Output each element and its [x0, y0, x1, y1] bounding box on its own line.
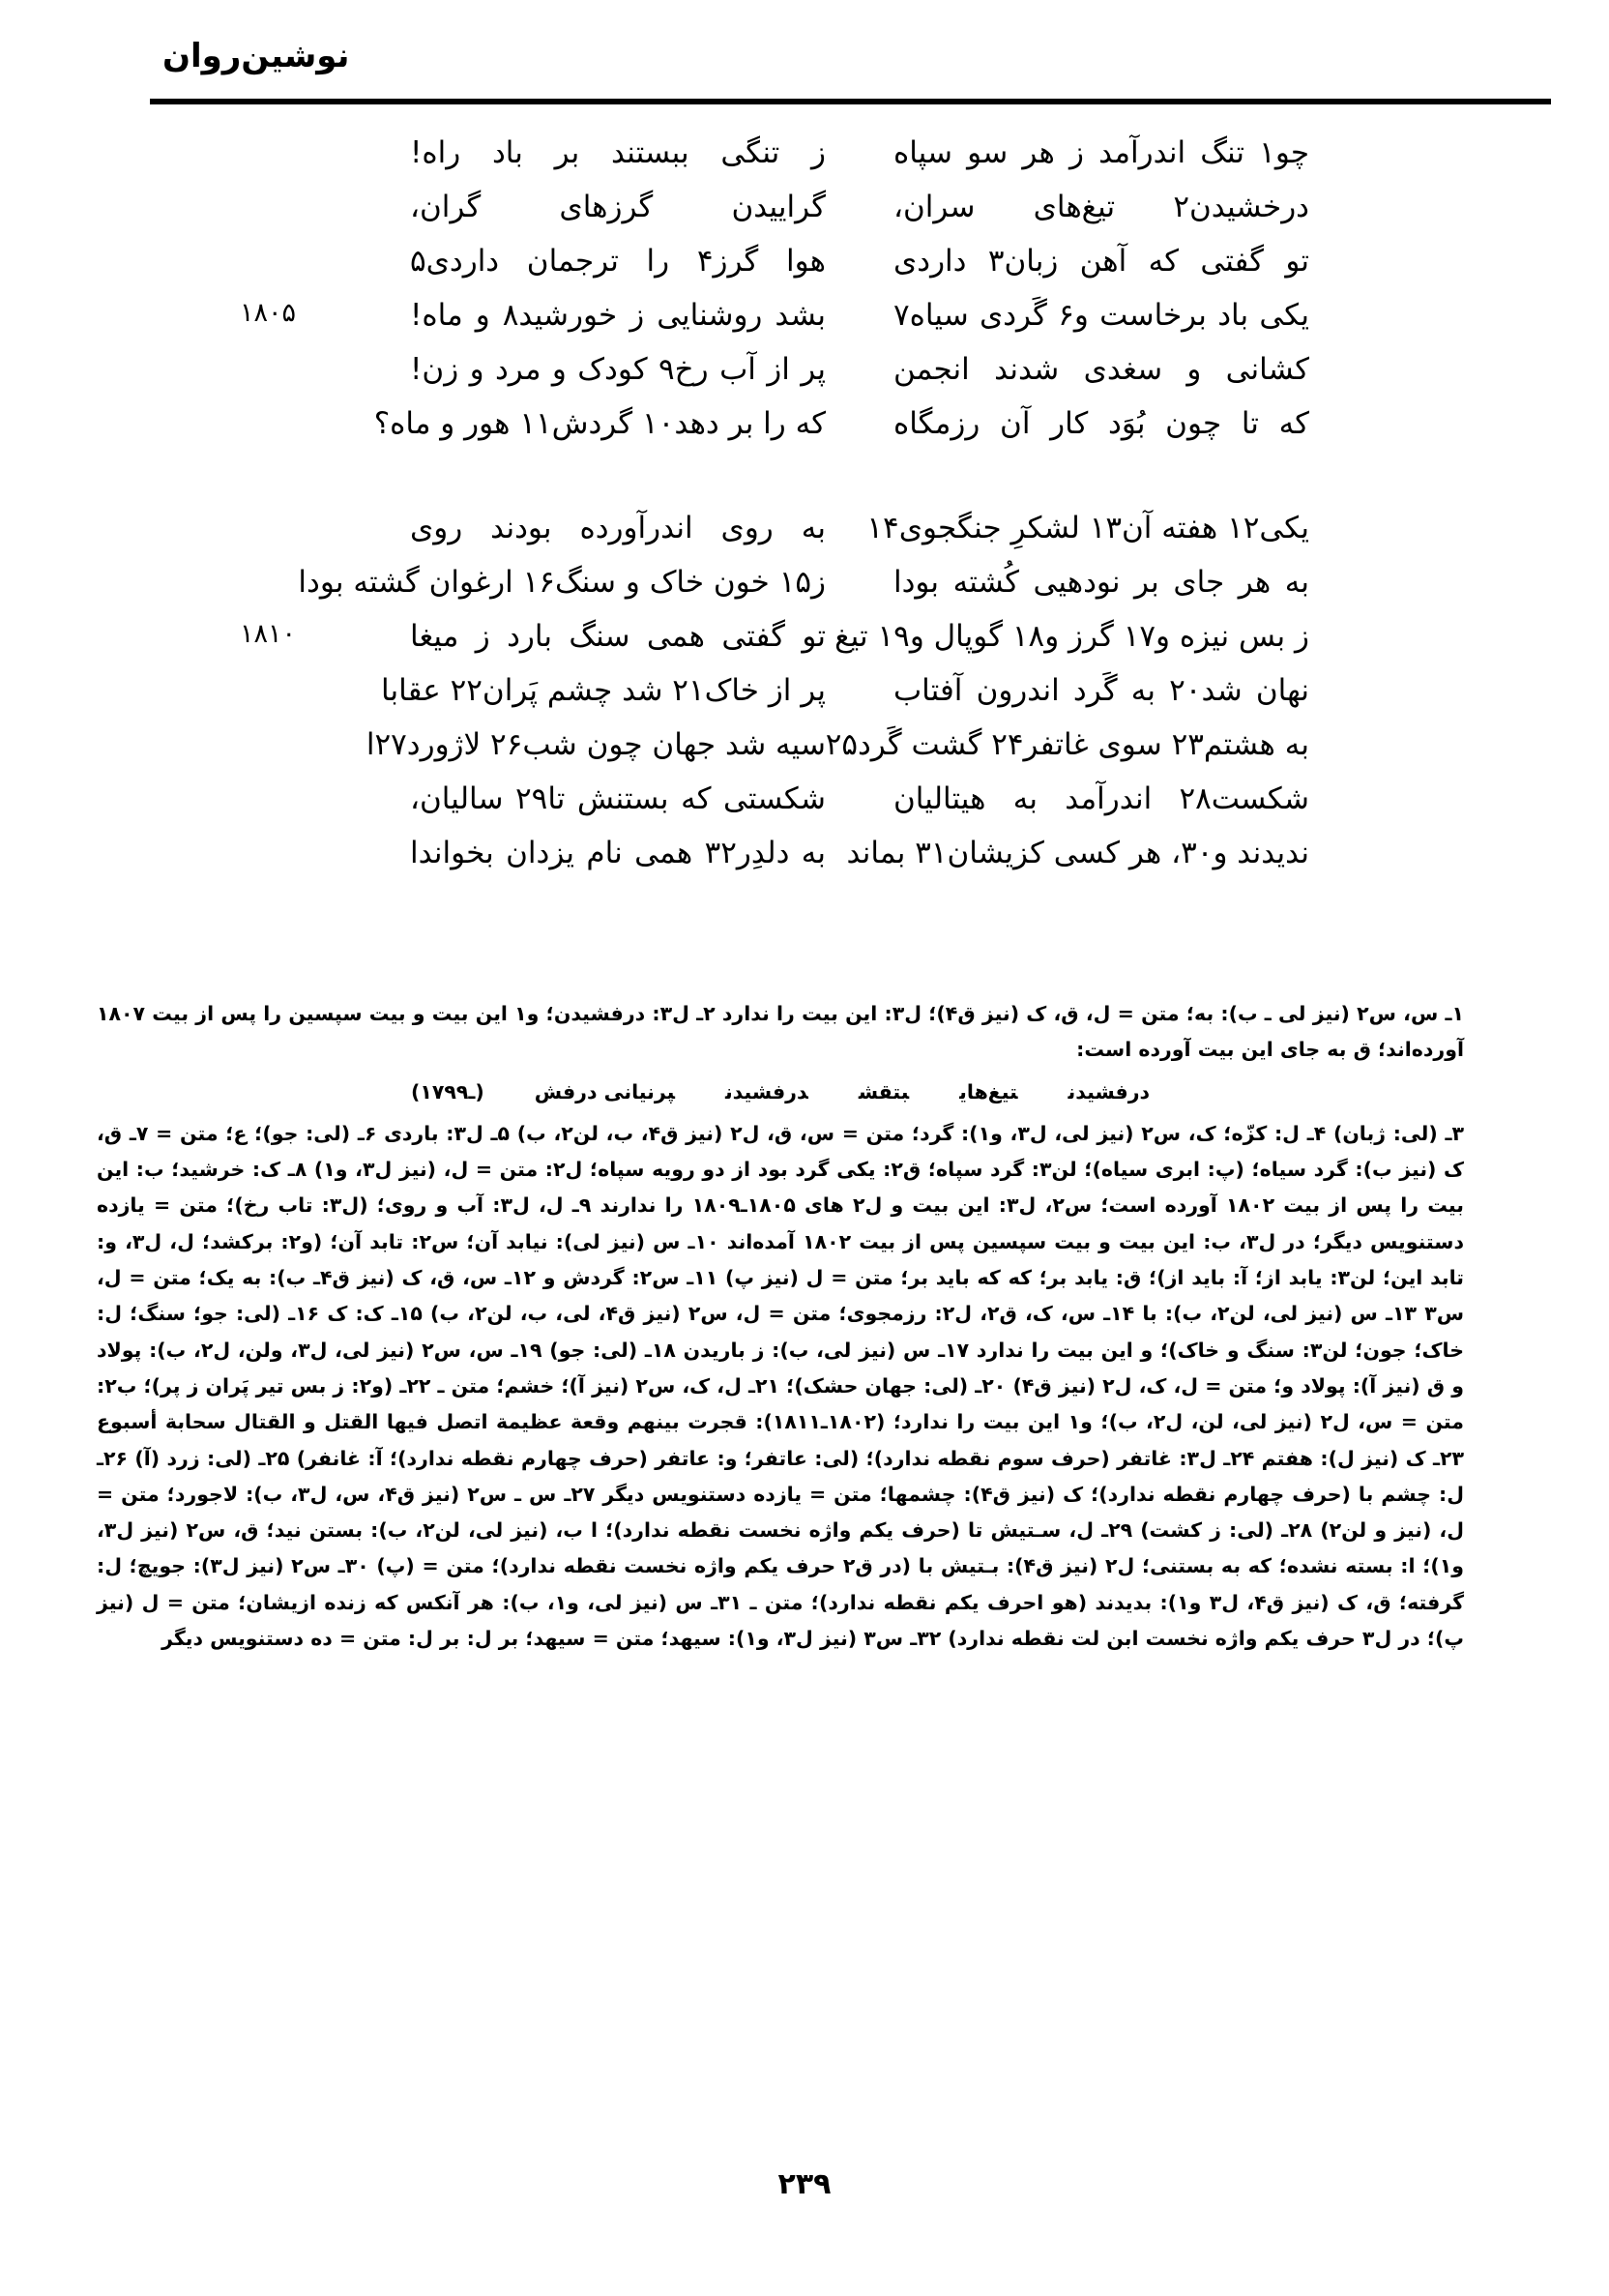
apparatus-paragraph-1: ۱ـ س، س۲ (نیز لی ـ ب): به؛ متن = ل، ق، ک (نیز ق۴)؛ ل۳: این بیت را ندارد ۲ـ ل۳: درفشیدن؛ و۱ این بیت و بیت سپسین را پس از بیت ۱۸۰۷ آورده‌اند؛ ق به جای این بیت آورده است:	[97, 1002, 1464, 1062]
running-head-title: نوشین‌روان	[162, 37, 350, 75]
header-rule	[150, 101, 1551, 104]
hemistich-a: ز بس نیزه و۱۷ گرز و۱۸ گوپال و۱۹ تیغ	[834, 619, 1309, 654]
hemistich-b: ز۱۵ خون خاک و سنگ۱۶ ارغوان گشته بودا	[298, 565, 826, 600]
critical-apparatus	[97, 996, 1464, 1657]
inset-word: (ـ۱۷۹۹)	[410, 1079, 484, 1104]
hemistich-b: ز تنگی ببستند بر باد راه!	[410, 135, 826, 170]
hemistich-a: شکست۲۸ اندرآمد به هیتالیان	[893, 781, 1309, 816]
hemistich-b: پر از خاک۲۱ شد چشم پَران۲۲ عقابا	[381, 673, 826, 708]
verse-couplet	[242, 673, 1319, 727]
hemistich-a: تو گفتی که آهن زبان۳ داردی	[893, 244, 1310, 279]
verse-couplet	[242, 190, 1319, 244]
verse-couplet	[242, 511, 1319, 565]
inset-word: درفشیدن	[724, 1079, 808, 1104]
verse-couplet	[242, 836, 1319, 890]
hemistich-b: تو گفتی همی سنگ بارد ز میغا	[410, 619, 826, 654]
running-head	[0, 27, 1609, 85]
verse-couplet	[242, 781, 1319, 836]
hemistich-b: سیه شد جهان چون شب۲۶ لاژورد۲۷ا	[366, 727, 826, 762]
apparatus-inset-variant	[97, 1074, 1464, 1110]
hemistich-b: شکستی که بستنش تا۲۹ سالیان،	[410, 781, 826, 816]
verse-couplet	[242, 565, 1319, 619]
hemistich-a: که تا چون بُوَد کار آن رزمگاه	[893, 406, 1309, 441]
verse-line-number: ۱۸۱۰	[240, 619, 297, 649]
verse-stanza	[242, 135, 1319, 460]
verse-stanza	[242, 511, 1319, 890]
inset-word: تیغ‌های	[959, 1079, 1018, 1104]
verse-line-number: ۱۸۰۵	[240, 298, 297, 328]
apparatus-paragraph-2: ۳ـ (لی: ژبان) ۴ـ ل: کزّه؛ ک، س۲ (نیز لی، ل۳، و۱): گرد؛ متن = س، ق، ل۲ (نیز ق۴، ب، لن۲، ب) ۵ـ ل۳: باردی ۶ـ (لی: جو)؛ ع؛ متن = ۷ـ ق، ک (نیز ب): گرد سیاه؛ (پ: ابری سیاه)؛ لن۳: گرد سپاه؛ ق۲: یکی گرد بود از دو رویه سپاه؛ ل۲: متن = ل، (نیز ل۳، و۱) ۸ـ ک: خرشید؛ ب: این بیت را پس از بیت ۱۸۰۲ آورده است؛ س۲، ل۳: این بیت و ل۲ های ۱۸۰۵ـ۱۸۰۹ را ندارند ۹ـ ل، ل۳: آب و روی؛ (ل۳: تاب رخ)؛ متن = یازده دستنویس دیگر؛ در ل۳، ب: این بیت و بیت سپسین پس از بیت ۱۸۰۲ آمده‌اند ۱۰ـ س (نیز لی): نیابد آن؛ س۲: تابد آن؛ (و۲: برکشد؛ ل، ل۳، و: تابد این؛ لن۳: یابد از؛ آ: باید از)؛ ق: یابد بر؛ که که باید بر؛ متن = ل (نیز پ) ۱۱ـ س۲: گردش و ۱۲ـ س، ق، ک (نیز ق۴ـ ب): به یک؛ متن = ل، س۳ ۱۳ـ س (نیز لی، لن۲، ب): با ۱۴ـ س، ک، ق۲، ل۲: رزمجوی؛ متن = ل، س۲ (نیز ق۴، لی، ب، لن۲، ب) ۱۵ـ ک: ک ۱۶ـ (لی: جو؛ سنگ؛ ل: خاک؛ جون؛ لن۳: سنگ و خاک)؛ و این بیت را ندارد ۱۷ـ س (نیز لی، ب): ز باریدن ۱۸ـ (لی: جو) ۱۹ـ س، س۲ (نیز لی، ل۳، ولن، ل۲، ب): پولاد و ق (نیز آ): پولاد و؛ متن = ل، ک، ل۲ (نیز ق۴) ۲۰ـ (لی: جهان حشک)؛ ۲۱ـ ل، ک، س۲ (نیز آ)؛ خشم؛ متن ـ ۲۲ـ (و۲: ز بس تیر پَران ز پر)؛ ب۲: متن = س، ل۲ (نیز لی، لن، ل۲، ب)؛ و۱ این بیت را ندارد؛ (۱۸۰۲ـ۱۸۱۱): قجرت بینهم وقعة عظیمة اتصل فیها القتل و القتال سحابة أسبوع ۲۳ـ ک (نیز ل): هفتم ۲۴ـ ل۳: غاتفر (حرف سوم نقطه ندارد)؛ (لی: عاتفر؛ و: عاتفر (حرف چهارم نقطه ندارد)؛ آ: غانفر) ۲۵ـ (لی: زرد (آ) ۲۶ـ ل: چشم با (حرف چهارم نقطه ندارد)؛ ک (نیز ق۴): چشمها؛ متن = یازده دستنویس دیگر ۲۷ـ س ـ س۲ (نیز ق۴، س، ل۳، ب): لاجورد؛ متن = ل، (نیز و لن۲) ۲۸ـ (لی: ز کشت) ۲۹ـ ل، سـتیش تا (حرف یکم واژه‌ نخست نقطه ندارد)؛ ا ب، (نیز لی، لن۲، ب): بستن نید؛ ق، س۲ (نیز ل۳، و۱)؛ ا: بسته نشده؛ که به بستنی؛ ل۲ (نیز ق۴): بـتیش با (در ق۲ حرف یکم واژه‌ نخست نقطه ندارد)؛ متن = (پ) ۳۰ـ س۲ (نیز ل۳): جویچ؛ ل: گرفته؛ ق، ک (نیز ق۴، ل۳ و۱): بدیدند (هو احرف یکم نقطه ندارد)؛ متن ـ ۳۱ـ س (نیز لی، و۱، ب): هر آنکس که زنده ازیشان؛ متن = ل (نیز پ)؛ در ل۳ حرف یکم واژه‌ نخست ابن لت نقطه ندارد) ۳۲ـ س۳ (نیز ل۳، و۱): سیهد؛ متن = سیهد؛ بر ل: بر ل: متن = ده دستنویس دیگر	[97, 1121, 1465, 1651]
hemistich-b: هوا گرز۴ را ترجمان داردی۵	[410, 244, 826, 279]
verse-couplet	[242, 244, 1319, 298]
hemistich-a: کشانی و سغدی شدند انجمن	[893, 352, 1309, 387]
hemistich-a: به هر جای بر نودهیی کُشته بودا	[893, 565, 1309, 600]
verse-couplet	[242, 727, 1319, 781]
verse-couplet	[242, 352, 1319, 406]
verse-couplet	[242, 406, 1319, 460]
hemistich-b: به روی اندرآورده بودند روی	[410, 511, 826, 545]
verse-couplet	[242, 619, 1319, 673]
hemistich-a: درخشیدن۲ تیغ‌های سران،	[893, 190, 1309, 224]
verse-block	[242, 135, 1319, 940]
hemistich-b: که را بر دهد۱۰ گردش۱۱ هور و ماه؟	[373, 406, 826, 441]
hemistich-a: به هشتم۲۳ سوی غاتفر۲۴ گشت گَرد۲۵	[825, 727, 1309, 762]
hemistich-a: ندیدند و۳۰، هر کسی کزیشان۳۱ بماند	[846, 836, 1309, 870]
hemistich-b: بشد روشنایی ز خورشید۸ و ماه!	[410, 298, 826, 333]
hemistich-b: گرایيدن گرزهای گران،	[410, 190, 826, 224]
verse-couplet	[242, 135, 1319, 190]
page-number: ۲۳۹	[777, 2167, 832, 2201]
hemistich-b: به دلدِر۳۲ همی نام یزدان بخواندا	[410, 836, 826, 870]
inset-word: پرنیانی درفش	[534, 1079, 675, 1104]
hemistich-b: پر از آب رخ۹ کودک و مرد و زن!	[410, 352, 827, 387]
inset-word: درفشیدن	[1068, 1079, 1151, 1104]
verse-couplet	[242, 298, 1319, 352]
hemistich-a: یکی۱۲ هفته آن۱۳ لشکرِ جنگجوی۱۴	[866, 511, 1309, 545]
hemistich-a: یکی باد برخاست و۶ گَردی سیاه۷	[893, 298, 1309, 333]
inset-word: بتقش	[858, 1079, 910, 1104]
hemistich-a: نهان شد۲۰ به گَرد اندرون آفتاب	[893, 673, 1309, 708]
hemistich-a: چو۱ تنگ اندرآمد ز هر سو سپاه	[893, 135, 1309, 170]
